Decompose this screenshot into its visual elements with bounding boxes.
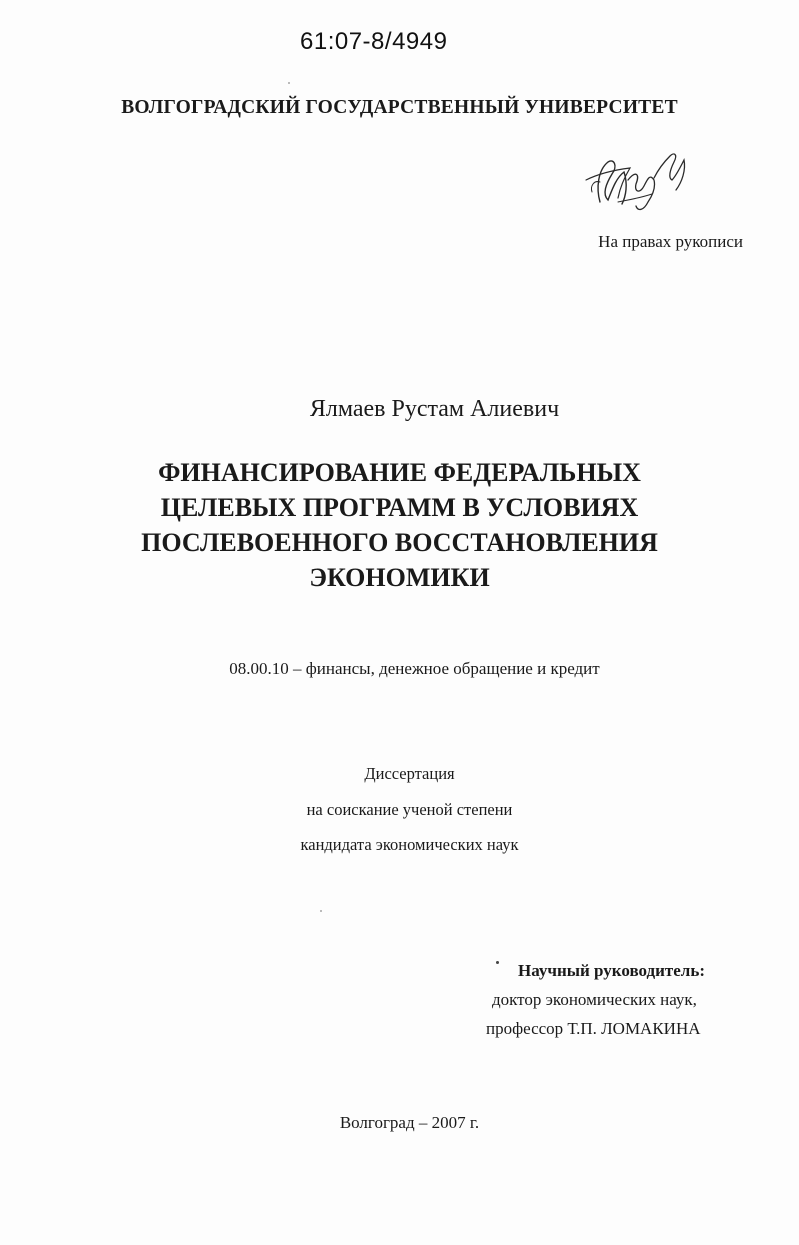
thesis-title: [0, 455, 799, 595]
title-line: ФИНАНСИРОВАНИЕ ФЕДЕРАЛЬНЫХ: [158, 458, 641, 487]
supervisor-degree: доктор экономических наук,: [492, 990, 697, 1009]
scan-speck: [320, 910, 322, 912]
title-line: ЦЕЛЕВЫХ ПРОГРАММ В УСЛОВИЯХ: [160, 493, 639, 522]
thesis-line: Диссертация: [364, 764, 455, 783]
thesis-line: кандидата экономических наук: [300, 835, 519, 854]
supervisor-block: [480, 956, 705, 1043]
specialty-code: 08.00.10 – финансы, денежное обращение и кредит: [229, 659, 600, 678]
thesis-type: [0, 756, 799, 863]
supervisor-heading: Научный руководитель:: [518, 961, 705, 980]
title-line: ЭКОНОМИКИ: [309, 563, 490, 592]
library-stamp-code: 61:07-8/4949: [300, 28, 448, 55]
supervisor-name: профессор Т.П. ЛОМАКИНА: [486, 1019, 701, 1038]
city-year: Волгоград – 2007 г.: [339, 1113, 480, 1132]
title-line: ПОСЛЕВОЕННОГО ВОССТАНОВЛЕНИЯ: [141, 528, 658, 557]
university-name: ВОЛГОГРАДСКИЙ ГОСУДАРСТВЕННЫЙ УНИВЕРСИТЕТ: [121, 97, 678, 118]
thesis-line: на соискание ученой степени: [306, 799, 513, 819]
author-name: Ялмаев Рустам Алиевич: [309, 396, 560, 422]
manuscript-rights-note: На правах рукописи: [598, 232, 743, 251]
handwritten-signature: [578, 140, 693, 220]
scan-speck: [288, 82, 290, 84]
